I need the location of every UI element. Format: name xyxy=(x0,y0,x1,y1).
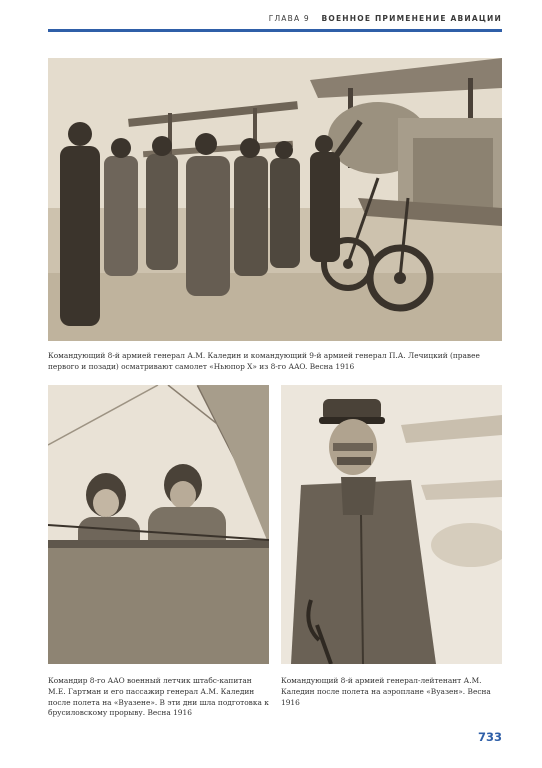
photo-pilot-and-passenger-in-cockpit xyxy=(48,385,269,664)
caption-top-photo: Командующий 8-й армией генерал А.М. Каледин и командующий 9-й армией генерал П.А. Лечицкий (правее первого и позади) осматривают самолет «Ньюпор X» из 8-го АAO. Весна 1916 xyxy=(48,351,480,371)
photo-generals-inspecting-biplane xyxy=(48,58,502,341)
running-header xyxy=(48,14,502,23)
chapter-title: ВОЕННОЕ ПРИМЕНЕНИЕ АВИАЦИИ xyxy=(321,14,502,23)
caption-bottom-right-photo: Командующий 8-й армией генерал-лейтенант А.М. Каледин после полета на аэроплане «Вуазен». Весна 1916 xyxy=(281,676,491,707)
caption-bottom-left-photo: Командир 8-го АAO военный летчик штабс-капитан М.Е. Гартман и его пассажир генерал А.М. Каледин после полета на «Вуазене». В эти дни шла подготовка к брусиловскому прорыву. Весна 1916 xyxy=(48,676,269,718)
header-rule xyxy=(48,29,502,32)
page-number: 733 xyxy=(477,730,502,744)
chapter-label: ГЛАВА 9 xyxy=(268,14,310,23)
photo-general-portrait xyxy=(281,385,502,664)
